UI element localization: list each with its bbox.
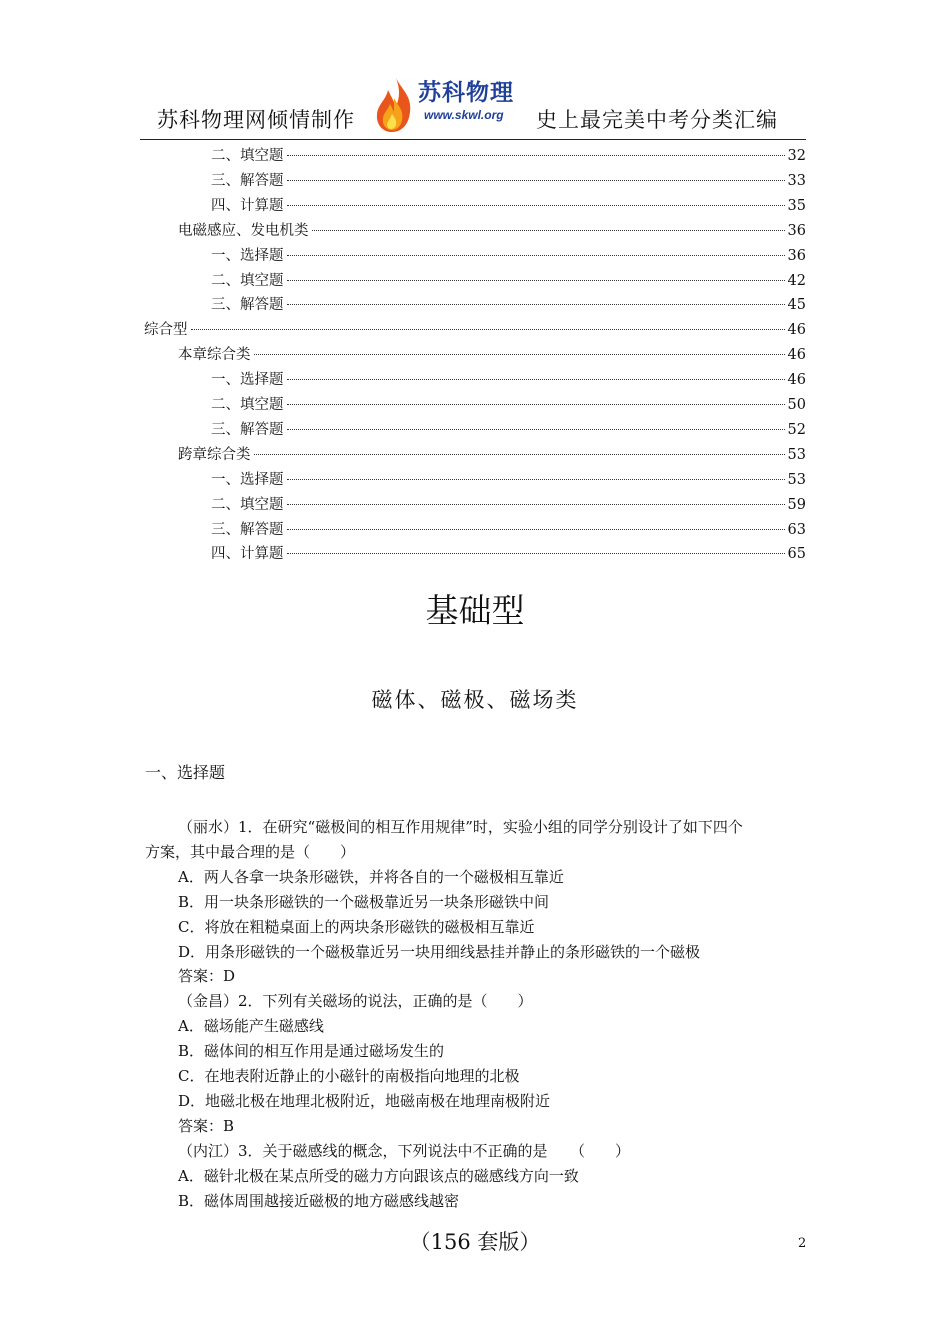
toc-dot-leader: [254, 354, 785, 355]
toc-dot-leader: [287, 404, 785, 405]
edition-footer: （156 套版）: [409, 1230, 541, 1254]
toc-entry-title: 三、解答题: [211, 172, 284, 189]
toc-dot-leader: [287, 479, 785, 480]
toc-entry-page: 33: [787, 172, 806, 189]
toc-entry-title: 一、选择题: [211, 247, 284, 264]
toc-entry-title: 三、解答题: [211, 521, 284, 538]
toc-dot-leader: [287, 155, 785, 156]
toc-entry-page: 45: [787, 297, 806, 314]
toc-entry[interactable]: [211, 170, 806, 192]
toc-entry[interactable]: [211, 469, 806, 491]
toc-entry[interactable]: [211, 145, 806, 167]
toc-entry-page: 59: [787, 496, 806, 513]
toc-dot-leader: [287, 429, 785, 430]
toc-entry[interactable]: [211, 394, 806, 416]
toc-entry-title: 三、解答题: [211, 297, 284, 314]
toc-entry-page: 52: [787, 421, 806, 438]
question-line: 答案：D: [178, 967, 236, 986]
toc-entry-page: 63: [787, 521, 806, 538]
question-line: （内江）3．关于磁感线的概念，下列说法中不正确的是 （ ）: [178, 1141, 631, 1160]
question-line: D．地磁北极在地理北极附近，地磁南极在地理南极附近: [178, 1091, 551, 1110]
toc-entry[interactable]: [211, 519, 806, 541]
toc-entry[interactable]: [211, 419, 806, 441]
toc-dot-leader: [287, 280, 785, 281]
toc-dot-leader: [287, 553, 785, 554]
toc-entry-page: 36: [787, 247, 806, 264]
toc-entry-title: 本章综合类: [178, 347, 251, 364]
toc-entry-page: 46: [787, 322, 806, 339]
question-line: B．磁体周围越接近磁极的地方磁感线越密: [178, 1191, 460, 1210]
header-right-text: 史上最完美中考分类汇编: [536, 108, 778, 132]
toc-entry[interactable]: [211, 294, 806, 316]
question-line: 方案，其中最合理的是（ ）: [145, 842, 356, 861]
toc-entry[interactable]: [211, 543, 806, 565]
question-line: （金昌）2．下列有关磁场的说法，正确的是（ ）: [178, 992, 533, 1011]
question-type-heading: 一、选择题: [145, 763, 226, 782]
header-left-text: 苏科物理网倾情制作: [157, 108, 355, 132]
logo-title: 苏科物理: [418, 80, 514, 106]
toc-entry-title: 二、填空题: [211, 148, 284, 164]
question-line: C．在地表附近静止的小磁针的南极指向地理的北极: [178, 1067, 520, 1085]
toc-entry-page: 50: [787, 397, 806, 413]
question-line: C．将放在粗糙桌面上的两块条形磁铁的磁极相互靠近: [178, 917, 535, 936]
toc-entry[interactable]: [144, 319, 806, 341]
toc-dot-leader: [287, 255, 785, 256]
toc-dot-leader: [287, 180, 785, 181]
toc-entry-page: 46: [787, 372, 806, 389]
toc-entry-page: 42: [787, 272, 806, 289]
toc-entry-page: 32: [787, 148, 806, 164]
toc-entry-page: 35: [787, 197, 806, 214]
section-title: 基础型: [425, 591, 525, 630]
toc-entry-title: 电磁感应、发电机类: [178, 222, 309, 239]
toc-entry[interactable]: [178, 444, 806, 466]
toc-entry-page: 53: [787, 471, 806, 488]
toc-entry-title: 四、计算题: [211, 197, 284, 214]
toc-dot-leader: [287, 304, 785, 305]
toc-entry-title: 一、选择题: [211, 372, 284, 389]
toc-entry-title: 四、计算题: [211, 546, 284, 563]
site-logo: [372, 72, 522, 134]
toc-entry[interactable]: [211, 494, 806, 516]
toc-entry-page: 53: [787, 446, 806, 463]
toc-entry-title: 综合型: [144, 322, 188, 339]
toc-dot-leader: [254, 454, 785, 455]
toc-entry[interactable]: [178, 344, 806, 366]
subsection-title: 磁体、磁极、磁场类: [371, 688, 579, 712]
flame-logo-icon: [372, 76, 420, 134]
toc-entry-page: 65: [787, 546, 806, 563]
question-line: A．磁针北极在某点所受的磁力方向跟该点的磁感线方向一致: [178, 1166, 579, 1185]
toc-entry-title: 二、填空题: [211, 272, 284, 289]
question-line: D．用条形磁铁的一个磁极靠近另一块用细线悬挂并静止的条形磁铁的一个磁极: [178, 942, 701, 961]
toc-entry[interactable]: [178, 220, 806, 242]
toc-entry-title: 二、填空题: [211, 397, 284, 413]
toc-entry-title: 二、填空题: [211, 496, 284, 513]
page-number: 2: [798, 1236, 807, 1251]
toc-entry[interactable]: [211, 245, 806, 267]
toc-entry[interactable]: [211, 369, 806, 391]
toc-dot-leader: [287, 205, 785, 206]
toc-entry-page: 46: [787, 347, 806, 364]
toc-entry-title: 三、解答题: [211, 421, 284, 438]
toc-entry[interactable]: [211, 270, 806, 292]
toc-dot-leader: [287, 529, 785, 530]
question-line: B．用一块条形磁铁的一个磁极靠近另一块条形磁铁中间: [178, 892, 550, 911]
toc-dot-leader: [312, 230, 785, 231]
question-line: A．两人各拿一块条形磁铁，并将各自的一个磁极相互靠近: [178, 867, 564, 886]
header-divider: [140, 139, 806, 140]
question-line: B．磁体间的相互作用是通过磁场发生的: [178, 1042, 445, 1061]
question-line: A．磁场能产生磁感线: [178, 1017, 324, 1036]
toc-entry[interactable]: [211, 195, 806, 217]
toc-entry-page: 36: [787, 222, 806, 239]
toc-dot-leader: [287, 504, 785, 505]
toc-entry-title: 一、选择题: [211, 471, 284, 488]
question-line: 答案：B: [178, 1116, 235, 1135]
toc-dot-leader: [191, 329, 785, 330]
logo-url: www.skwl.org: [424, 108, 504, 122]
question-line: （丽水）1．在研究“磁极间的相互作用规律”时，实验小组的同学分别设计了如下四个: [178, 818, 743, 836]
toc-entry-title: 跨章综合类: [178, 446, 251, 463]
toc-dot-leader: [287, 379, 785, 380]
